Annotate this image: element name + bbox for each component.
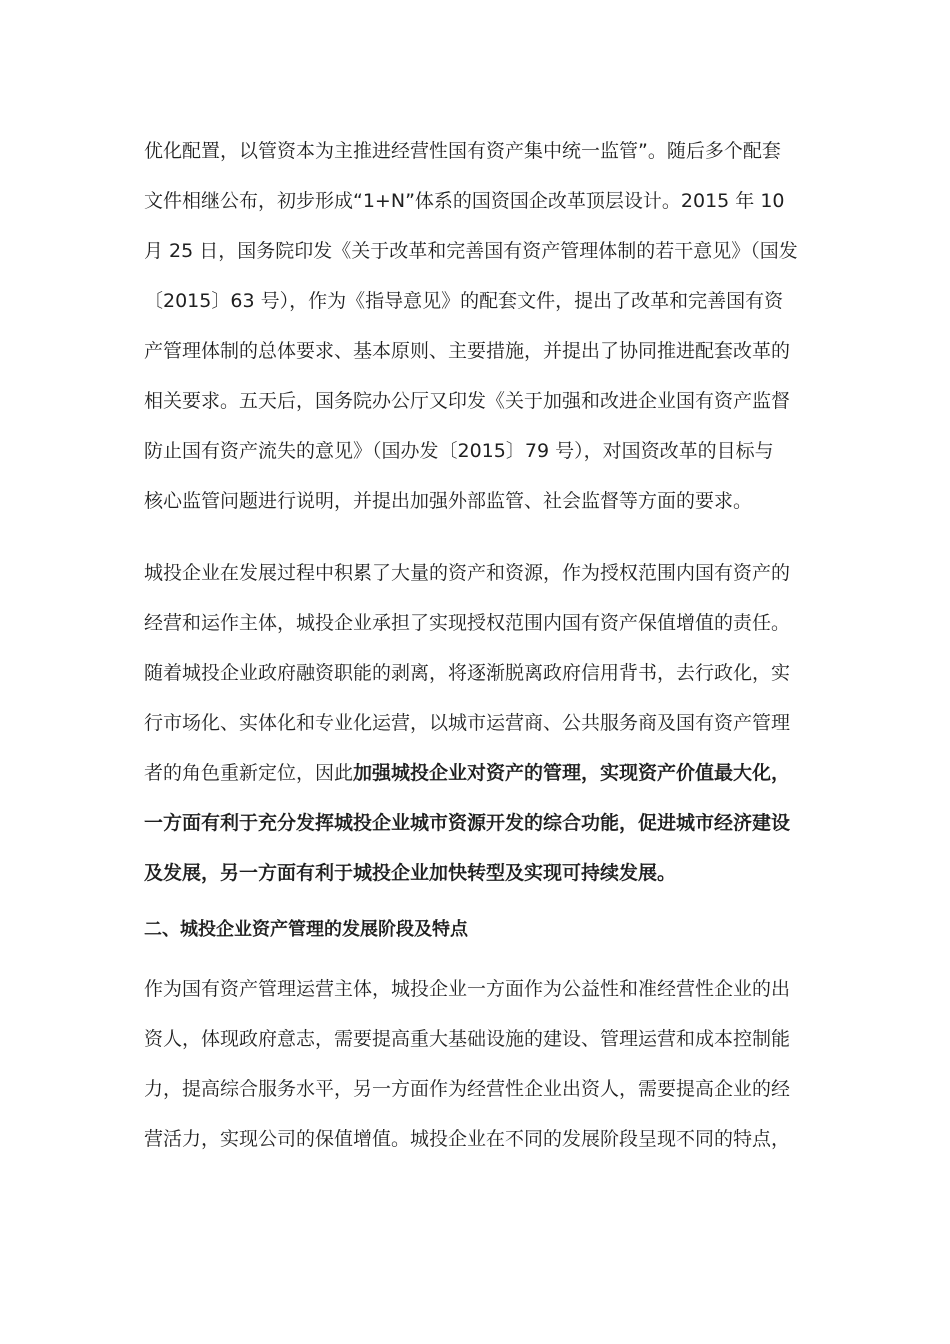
text-line: 核心监管问题进行说明，并提出加强外部监管、社会监督等方面的要求。 [144, 490, 753, 512]
text-line: 文件相继公布，初步形成“1+N”体系的国资国企改革顶层设计。2015 年 10 [144, 190, 785, 212]
text-line: 行市场化、实体化和专业化运营，以城市运营商、公共服务商及国有资产管理 [144, 712, 791, 734]
emphasis-text: 加强城投企业对资产的管理，实现资产价值最大化， [353, 762, 791, 784]
text-line: 城投企业在发展过程中积累了大量的资产和资源，作为授权范围内国有资产的 [144, 562, 791, 584]
emphasis-line: 一方面有利于充分发挥城投企业城市资源开发的综合功能，促进城市经济建设 [144, 812, 791, 834]
text-line: 防止国有资产流失的意见》（国办发〔2015〕79 号），对国资改革的目标与 [144, 440, 774, 462]
section-heading: 二、城投企业资产管理的发展阶段及特点 [144, 919, 468, 940]
text-line: 月 25 日，国务院印发《关于改革和完善国有资产管理体制的若干意见》（国发 [144, 240, 798, 262]
text-run: 者的角色重新定位，因此 [144, 762, 354, 784]
text-line: 经营和运作主体，城投企业承担了实现授权范围内国有资产保值增值的责任。 [144, 612, 791, 634]
text-line: 随着城投企业政府融资职能的剥离，将逐渐脱离政府信用背书，去行政化，实 [144, 662, 791, 684]
text-line: 产管理体制的总体要求、基本原则、主要措施，并提出了协同推进配套改革的 [144, 340, 791, 362]
text-line: 资人，体现政府意志，需要提高重大基础设施的建设、管理运营和成本控制能 [144, 1028, 791, 1050]
emphasis-line: 及发展，另一方面有利于城投企业加快转型及实现可持续发展。 [144, 862, 677, 884]
text-line: 力，提高综合服务水平，另一方面作为经营性企业出资人，需要提高企业的经 [144, 1078, 791, 1100]
mixed-text-line [144, 758, 824, 788]
text-line: 〔2015〕63 号），作为《指导意见》的配套文件，提出了改革和完善国有资 [144, 290, 784, 312]
text-line: 营活力，实现公司的保值增值。城投企业在不同的发展阶段呈现不同的特点， [144, 1128, 791, 1150]
text-line: 优化配置，以管资本为主推进经营性国有资产集中统一监管”。随后多个配套 [144, 140, 781, 162]
text-line: 作为国有资产管理运营主体，城投企业一方面作为公益性和准经营性企业的出 [144, 978, 791, 1000]
text-line: 相关要求。五天后，国务院办公厅又印发《关于加强和改进企业国有资产监督 [144, 390, 791, 412]
